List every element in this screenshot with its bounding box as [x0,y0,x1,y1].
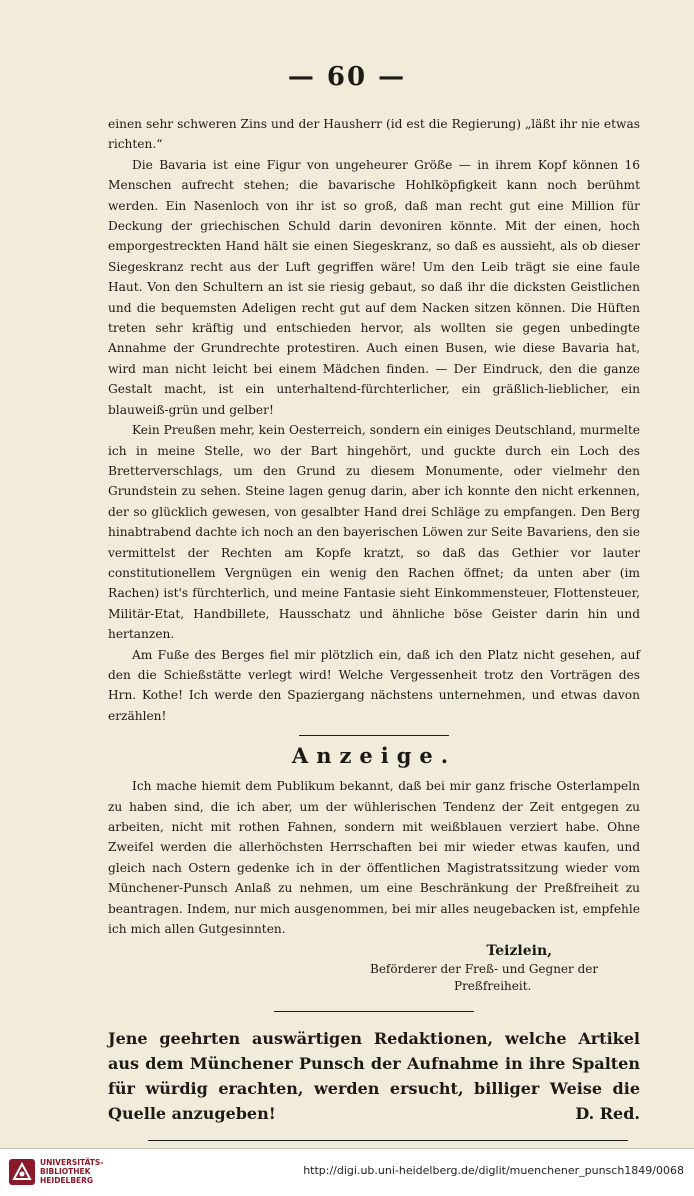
library-name-line: BIBLIOTHEK [40,1167,91,1176]
signature-title-2: Preßfreiheit. [454,979,532,994]
divider [274,1011,474,1012]
page-number: — 60 — [287,62,407,92]
ad-paragraph: Ich mache hiemit dem Publikum bekannt, daß bei mir ganz frische Osterlampeln zu haben sind, die ich aber, um der wühlerischen Tendenz der Zeit entgegen zu arbeiten, nicht mit rothen Fahnen, sondern mit weißblauen verziert habe. Ohne Zweifel werden die allerhöchsten Herrschaften bei mir wieder etwas kaufen, und gleich nach Ostern gedenke ich in der öffentlichen Magistratssitzung wieder vom Münchener-Punsch Anlaß zu nehmen, um eine Beschränkung der Preßfreiheit zu beantragen. Indem, nur mich ausgenommen, bei mir alles neugebacken ist, empfehle ich mich allen Gutgesinnten. [108,779,640,937]
signature: Teizlein, [486,943,552,960]
editorial-notice [108,1026,640,1126]
signature-title-1: Beförderer der Freß- und Gegner der [370,962,599,977]
page-body [108,114,640,1167]
viewer-footer [0,1148,694,1196]
library-name [40,1158,103,1185]
paragraph: Am Fuße des Berges fiel mir plötzlich ein, daß ich den Platz nicht gesehen, auf den die Schießstätte verlegt wird! Welche Vergessenheit trotz den Vorträgen des Hrn. Kothe! Ich werde den Spaziergang nächstens unternehmen, und etwas davon erzählen! [108,647,640,723]
notice-signoff: D. Red. [575,1104,640,1124]
paragraph: Kein Preußen mehr, kein Oesterreich, sondern ein einiges Deutschland, murmelte ich in meine Stelle, wo der Bart hingehört, und guckte durch ein Loch des Bretterverschlags, um den Grund zu diesem Monumente, oder vielmehr den Grundstein zu sehen. Steine lagen genug darin, aber ich konnte den nicht erkennen, der so glücklich gewesen, von gesalbter Hand drei Schläge zu empfangen. Den Berg hinabtrabend dachte ich noch an den bayerischen Löwen zur Seite Bavariens, den sie vermittelst der Rechten am Kopfe kratzt, so daß das Gethier vor lauter constitutionellem Vergnügen ein wenig den Rachen öffnet; da unten aber (im Rachen) ist's fürchterlich, und meine Fantasie sieht Einkommensteuer, Flottensteuer, Militär-Etat, Handbillete, Hausschatz und ähnliche böse Geister darin hin und hertanzen. [108,423,640,642]
divider [299,735,449,736]
source-url-link[interactable]: http://digi.ub.uni-heidelberg.de/diglit/muenchener_punsch1849/0068 [303,1164,684,1177]
paragraph: Die Bavaria ist eine Figur von ungeheurer Größe — in ihrem Kopf können 16 Menschen aufrecht stehen; die bavarische Hohlköpfigkeit kann noch berühmt werden. Ein Nasenloch von ihr ist so groß, daß man recht gut eine Million für Deckung der griechischen Schuld darin devoniren könnte. Mit der einen, hoch emporgestreckten Hand hält sie einen Siegeskranz, so daß es aussieht, als ob dieser Siegeskranz recht aus der Luft gegriffen wäre! Um den Leib trägt sie eine faule Haut. Von den Schultern an ist sie riesig gebaut, so daß ihr die dicksten Geistlichen und die bequemsten Adeligen recht gut auf dem Nacken sitzen können. Die Hüften treten sehr kräftig und entschieden hervor, als wollten sie gegen unbedingte Annahme der Grundrechte protestiren. Auch einen Busen, wie diese Bavaria hat, wird man nicht leicht bei einem Mädchen finden. — Der Eindruck, den die ganze Gestalt macht, ist ein unterhaltend-fürchterlicher, ein gräßlich-lieblicher, ein blauweiß-grün und gelber! [108,157,640,417]
ad-heading: Anzeige. [291,743,457,769]
university-seal-icon [8,1158,36,1186]
paragraph: einen sehr schweren Zins und der Hausherr (id est die Regierung) „läßt ihr nie etwas richten.“ [108,117,640,152]
notice-text: Jene geehrten auswärtigen Redaktionen, welche Artikel aus dem Münchener Punsch der Aufnahme in ihre Spalten für würdig erachten, werden ersucht, billiger Weise die Quelle anzugeben! [108,1029,640,1124]
library-name-line: UNIVERSITÄTS- [40,1158,104,1167]
library-name-line: HEIDELBERG [40,1176,94,1185]
divider [148,1140,628,1141]
